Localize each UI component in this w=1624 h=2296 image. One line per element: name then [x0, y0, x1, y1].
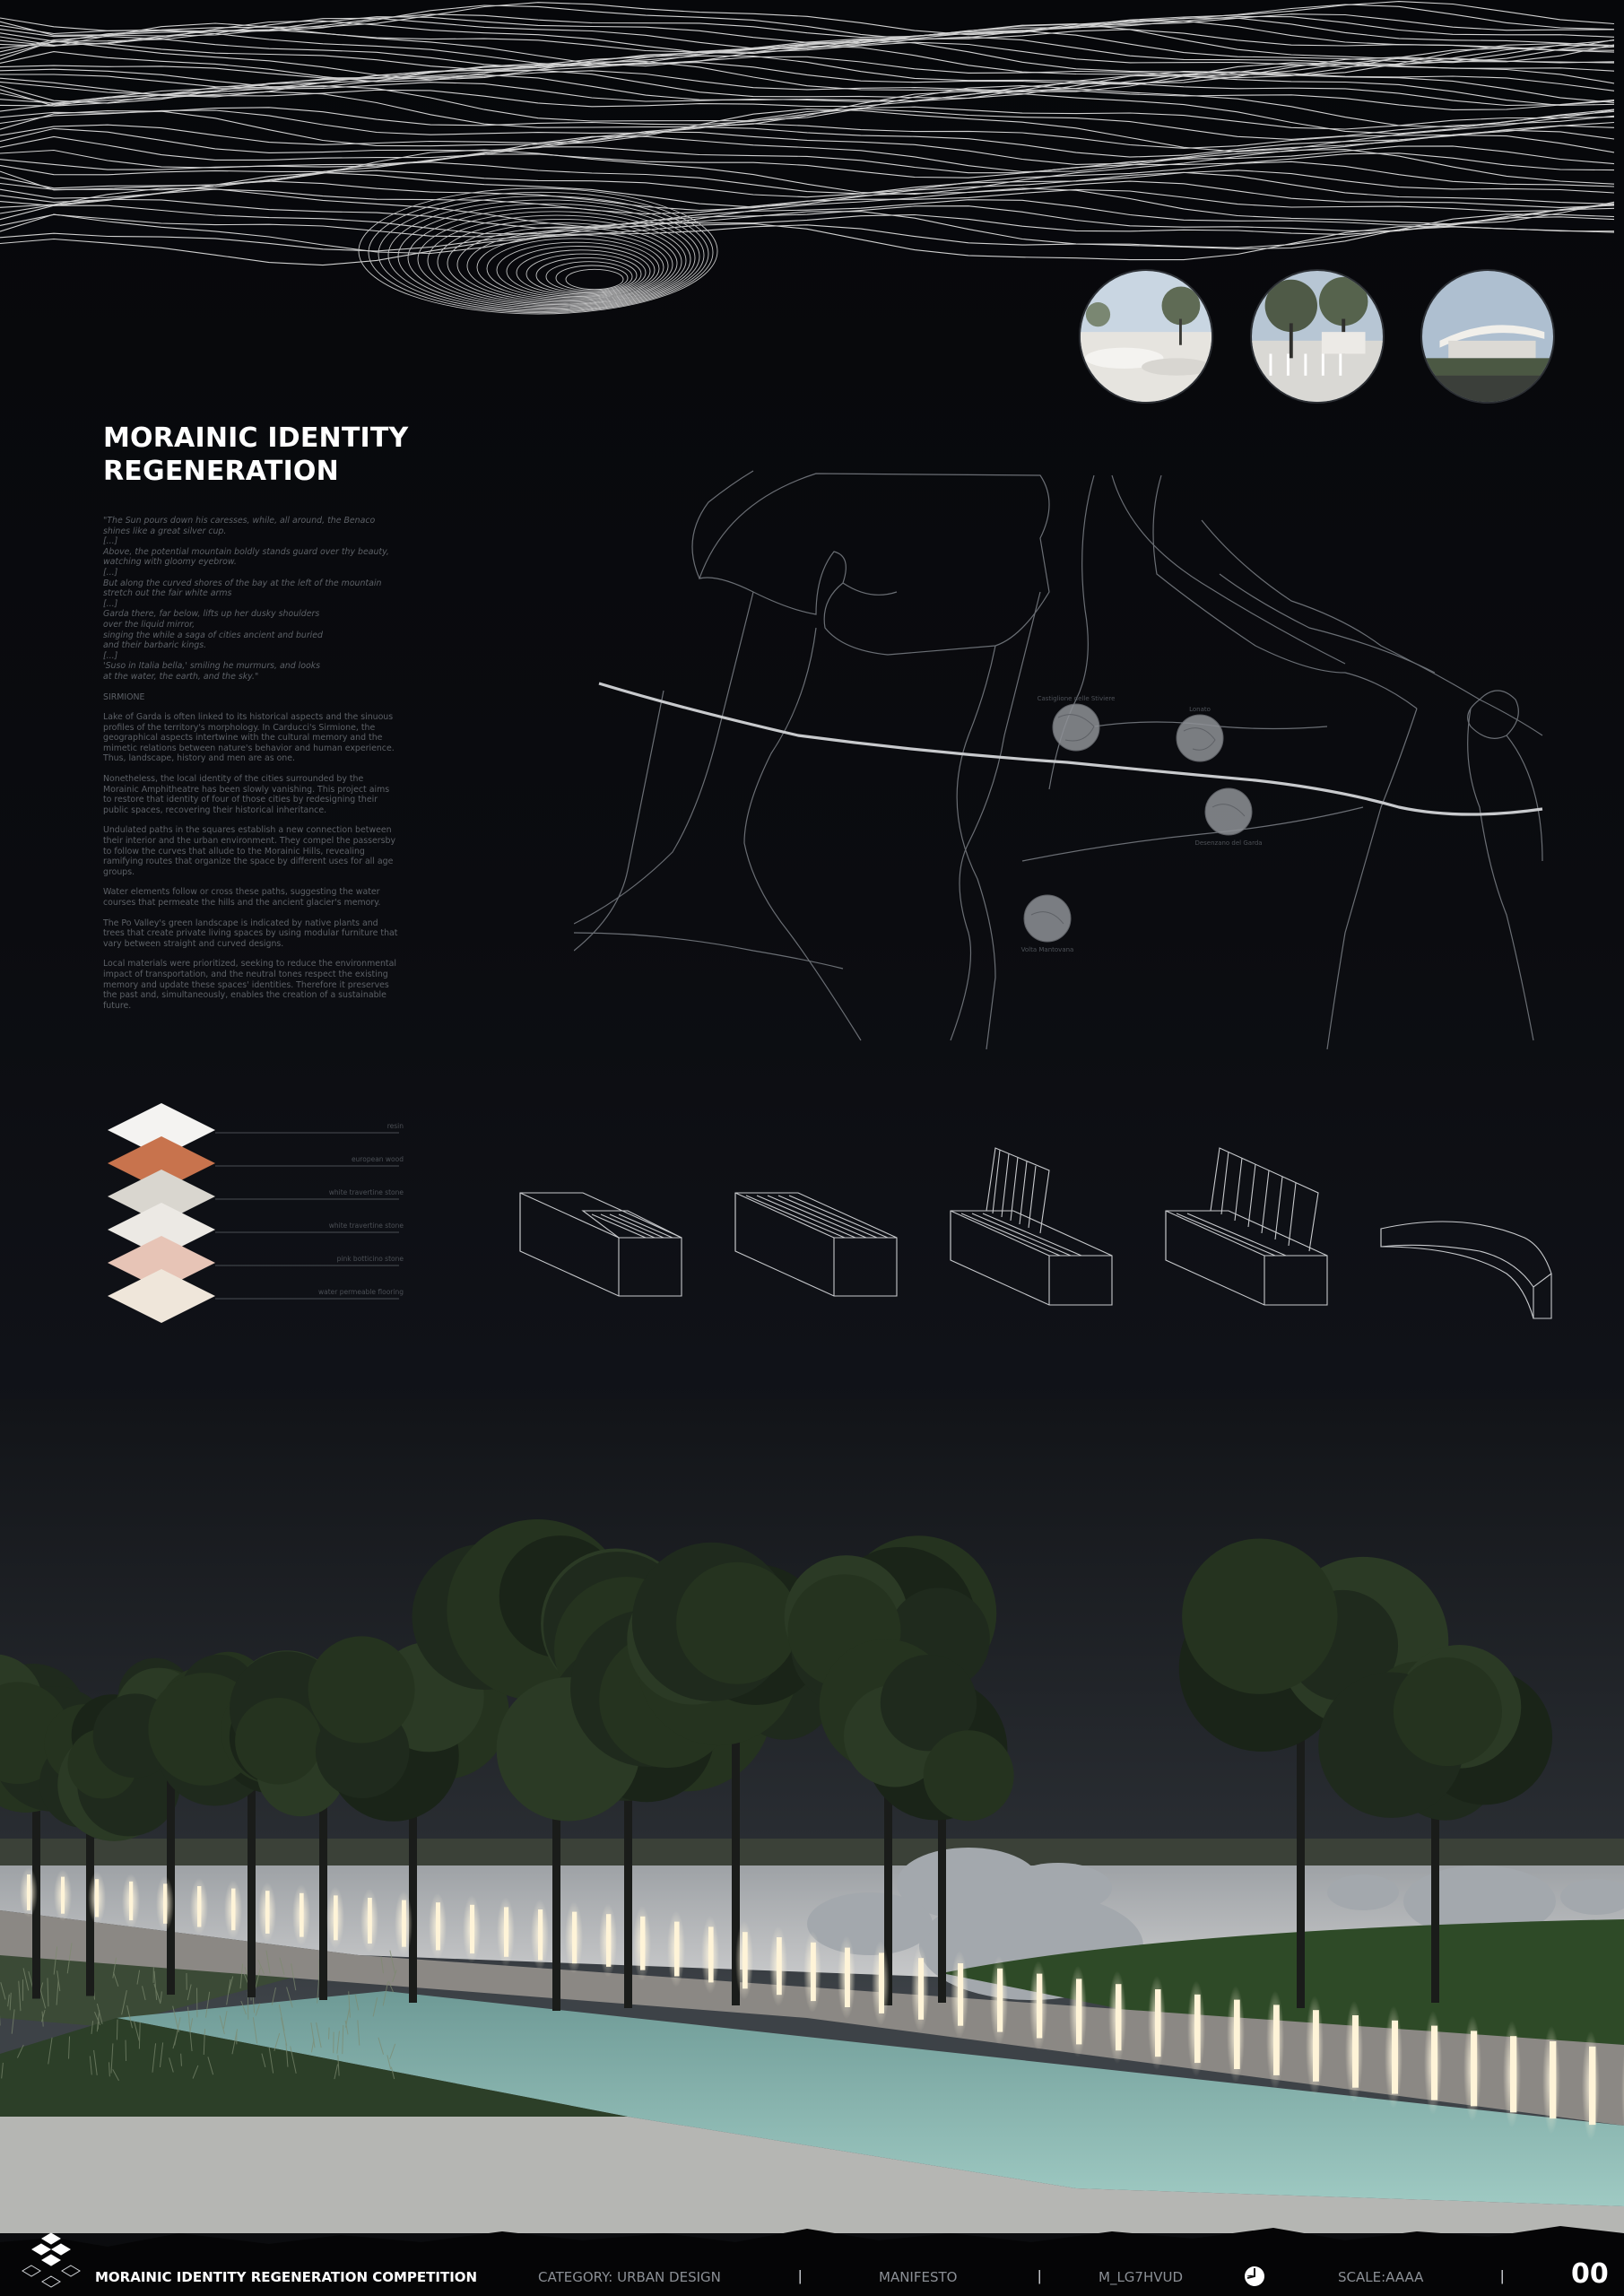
- poem-line: But along the curved shores of the bay at the left of the mountain: [103, 578, 382, 588]
- poem-line: shines like a great silver cup.: [103, 526, 227, 536]
- canopy-render-image: [1422, 271, 1553, 402]
- material-label: resin: [386, 1122, 404, 1130]
- hexagon-cluster-logo[interactable]: [20, 2231, 83, 2294]
- description-paragraph: The Po Valley's green landscape is indicated by native plants and trees that create private living spaces by using modular furniture that vary between straight and curved designs.: [103, 918, 398, 949]
- poem-line: watching with gloomy eyebrow.: [103, 557, 237, 568]
- poem-line: [...]: [103, 536, 118, 547]
- poem-line: [...]: [103, 598, 118, 609]
- material-swatch-stack: [99, 1094, 404, 1336]
- poem-line: [...]: [103, 567, 118, 578]
- description-paragraph: Nonetheless, the local identity of the cities surrounded by the Morainic Amphitheatre has been slowly vanishing. This project aims to restore that identity of four of those cities by redesigning their public spaces, recovering their historical inheritance.: [103, 774, 390, 815]
- night-plaza-render: [0, 1399, 1624, 2233]
- furniture-line-drawings: [511, 1139, 1569, 1336]
- footer-type: MANIFESTO: [879, 2269, 958, 2285]
- project-title: [103, 422, 426, 488]
- map-label-volta-mantovana: Volta Mantovana: [1020, 946, 1074, 953]
- material-label: european wood: [351, 1155, 404, 1163]
- curved-bench-module: [1381, 1222, 1551, 1318]
- footer-separator: |: [1038, 2267, 1042, 2284]
- poem-line: and their barbaric kings.: [103, 640, 207, 651]
- poem-line: Garda there, far below, lifts up her dusky shoulders: [103, 609, 320, 620]
- map-label-lonato: Lonato: [1189, 706, 1211, 713]
- poem-line: 'Suso in Italia bella,' smiling he murmurs, and looks: [103, 661, 321, 672]
- modular-furniture-axonometrics: [511, 1139, 1569, 1336]
- description-paragraph: Undulated paths in the squares establish a new connection between their interior and the urban environment. They compel the passersby to follow the curves that allude to the Morainic Hills, revealing ramifying routes that organize the space by different uses for all age groups.: [103, 825, 396, 877]
- poem-line: stretch out the fair white arms: [103, 588, 232, 599]
- street-render-image: [1252, 271, 1383, 402]
- footer-separator: |: [1500, 2267, 1505, 2284]
- material-label: white travertine stone: [328, 1222, 404, 1230]
- footer-bar: [0, 2215, 1624, 2296]
- render-thumbnail-3[interactable]: [1420, 269, 1555, 404]
- render-thumbnail-1[interactable]: [1079, 269, 1213, 404]
- manifesto-text: [103, 516, 399, 1021]
- description-paragraph: Local materials were prioritized, seeking to reduce the environmental impact of transportation, and the neutral tones respect the existing memory and update these spaces' identities. Therefore it preserves the past and, simultaneously, enables the creation of a sustainable future.: [103, 959, 396, 1011]
- map-label-desenzano: Desenzano del Garda: [1194, 839, 1263, 847]
- materials-legend: [99, 1094, 404, 1336]
- poem-quote: [103, 516, 399, 683]
- bench-module-3: [951, 1148, 1112, 1305]
- page-number: 00: [1571, 2258, 1609, 2290]
- map-label-castiglione: Castiglione delle Stiviere: [1037, 695, 1116, 702]
- footer-scale: SCALE:AAAA: [1338, 2269, 1424, 2285]
- description-paragraph: Water elements follow or cross these paths, suggesting the water courses that permeate the hills and the ancient glacier's memory.: [103, 887, 381, 908]
- description-paragraph: Lake of Garda is often linked to its historical aspects and the sinuous profiles of the territory's morphology. In Carducci's Sirmione, the geographical aspects intertwine with the cultural memory and the mimetic relations between nature's behavior and human experience. Thus, landscape, history and men are as one.: [103, 712, 395, 764]
- place-name: SIRMIONE: [103, 691, 145, 702]
- territory-map: [574, 466, 1560, 1049]
- footer-competition-title: MORAINIC IDENTITY REGENERATION COMPETITION: [95, 2269, 478, 2285]
- material-label: pink botticino stone: [336, 1255, 404, 1263]
- bench-module-2: [735, 1193, 897, 1296]
- clock-icon: [1244, 2266, 1265, 2287]
- poem-line: over the liquid mirror,: [103, 619, 195, 630]
- render-thumbnail-2[interactable]: [1250, 269, 1385, 404]
- poem-line: at the water, the earth, and the sky.": [103, 671, 259, 682]
- footer-code: M_LG7HVUD: [1099, 2269, 1184, 2285]
- description-paragraphs: [103, 712, 399, 1011]
- poem-line: "The Sun pours down his caresses, while, all around, the Benaco: [103, 516, 376, 526]
- material-swatch: [108, 1269, 215, 1323]
- bench-module-4: [1166, 1148, 1327, 1305]
- title-line-1: MORAINIC IDENTITY: [103, 422, 409, 454]
- footer-category: CATEGORY: URBAN DESIGN: [538, 2269, 721, 2285]
- material-label: white travertine stone: [328, 1188, 404, 1196]
- poem-line: Above, the potential mountain boldly stands guard over thy beauty,: [103, 546, 389, 557]
- poem-line: [...]: [103, 650, 118, 661]
- title-line-2: REGENERATION: [103, 456, 339, 487]
- poem-line: singing the while a saga of cities ancient and buried: [103, 630, 324, 640]
- road-network-map: [574, 466, 1560, 1049]
- plaza-render-image: [1081, 271, 1211, 402]
- footer-separator: |: [798, 2267, 803, 2284]
- material-label: water permeable flooring: [317, 1288, 404, 1296]
- bench-module-1: [520, 1193, 682, 1296]
